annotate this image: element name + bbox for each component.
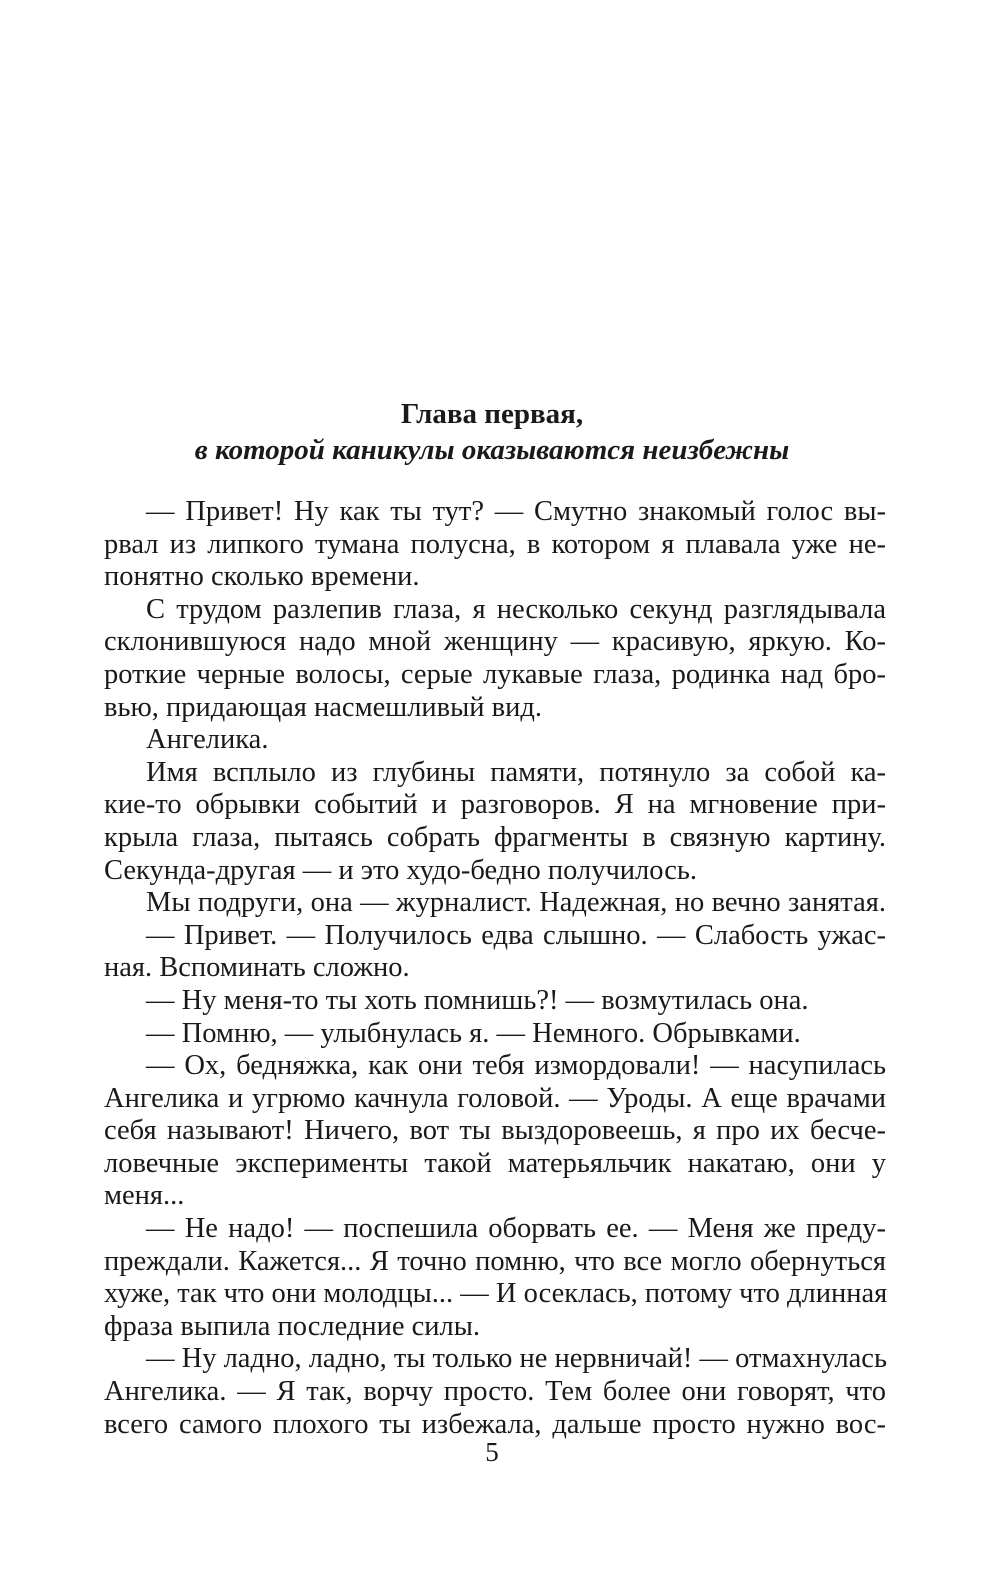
page-number: 5 <box>485 1437 499 1467</box>
text-line: — Помню, — улыбнулась я. — Немного. Обрывками. <box>146 1017 801 1049</box>
text-line: Секунда-другая — и это худо-бедно получилось. <box>104 854 698 886</box>
text-line: крыла глаза, пытаясь собрать фрагменты в связную картину. <box>104 821 886 853</box>
body-text <box>104 496 886 1441</box>
text-line: преждали. Кажется... Я точно помню, что все могло обернуться <box>104 1245 886 1277</box>
chapter-title: Глава первая, <box>400 398 584 430</box>
text-line: всего самого плохого ты избежала, дальше просто нужно вос- <box>104 1408 886 1440</box>
text-line: Ангелика. — Я так, ворчу просто. Тем более они говорят, что <box>104 1376 886 1408</box>
text-line: — Ну меня-то ты хоть помнишь?! — возмутилась она. <box>146 984 809 1016</box>
text-line: — Привет! Ну как ты тут? — Смутно знакомый голос вы- <box>146 496 886 527</box>
text-line: — Привет. — Получилось едва слышно. — Слабость ужас- <box>146 919 886 951</box>
text-line: С трудом разлепив глаза, я несколько секунд разглядывала <box>146 593 886 625</box>
text-line: фраза выпила последние силы. <box>104 1310 481 1342</box>
text-line: роткие черные волосы, серые лукавые глаза, родинка над бро- <box>104 658 886 690</box>
text-line: кие-то обрывки событий и разговоров. Я на мгновение при- <box>104 789 886 821</box>
text-line: Мы подруги, она — журналист. Надежная, но вечно занятая. <box>146 887 886 919</box>
text-line: Ангелика и угрюмо качнула головой. — Уроды. А еще врачами <box>104 1082 886 1114</box>
text-line: — Ох, бедняжка, как они тебя измордовали! — насупилась <box>146 1050 886 1082</box>
text-line: хуже, так что они молодцы... — И осеклась, потому что длинная <box>104 1278 888 1310</box>
text-line: Имя всплыло из глубины памяти, потянуло за собой ка- <box>146 756 886 788</box>
text-line: вью, придающая насмешливый вид. <box>104 691 542 723</box>
text-line: себя называют! Ничего, вот ты выздоровеешь, я про их бесче- <box>104 1115 886 1147</box>
text-line: склонившуюся надо мной женщину — красивую, яркую. Ко- <box>104 626 886 658</box>
text-line: — Не надо! — поспешила оборвать ее. — Меня же преду- <box>146 1213 886 1245</box>
chapter-subtitle: в которой каникулы оказываются неизбежны <box>194 434 790 466</box>
text-line: рвал из липкого тумана полусна, в котором я плавала уже не- <box>104 528 886 560</box>
text-line: понятно сколько времени. <box>104 561 420 593</box>
text-line: Ангелика. <box>146 724 269 756</box>
text-line: — Ну ладно, ладно, ты только не нервничай! — отмахнулась <box>146 1343 887 1375</box>
text-line: меня... <box>104 1180 185 1212</box>
text-line: ная. Вспоминать сложно. <box>104 952 410 984</box>
text-line: ловечные эксперименты такой матерьяльчик накатаю, они у <box>104 1147 886 1179</box>
